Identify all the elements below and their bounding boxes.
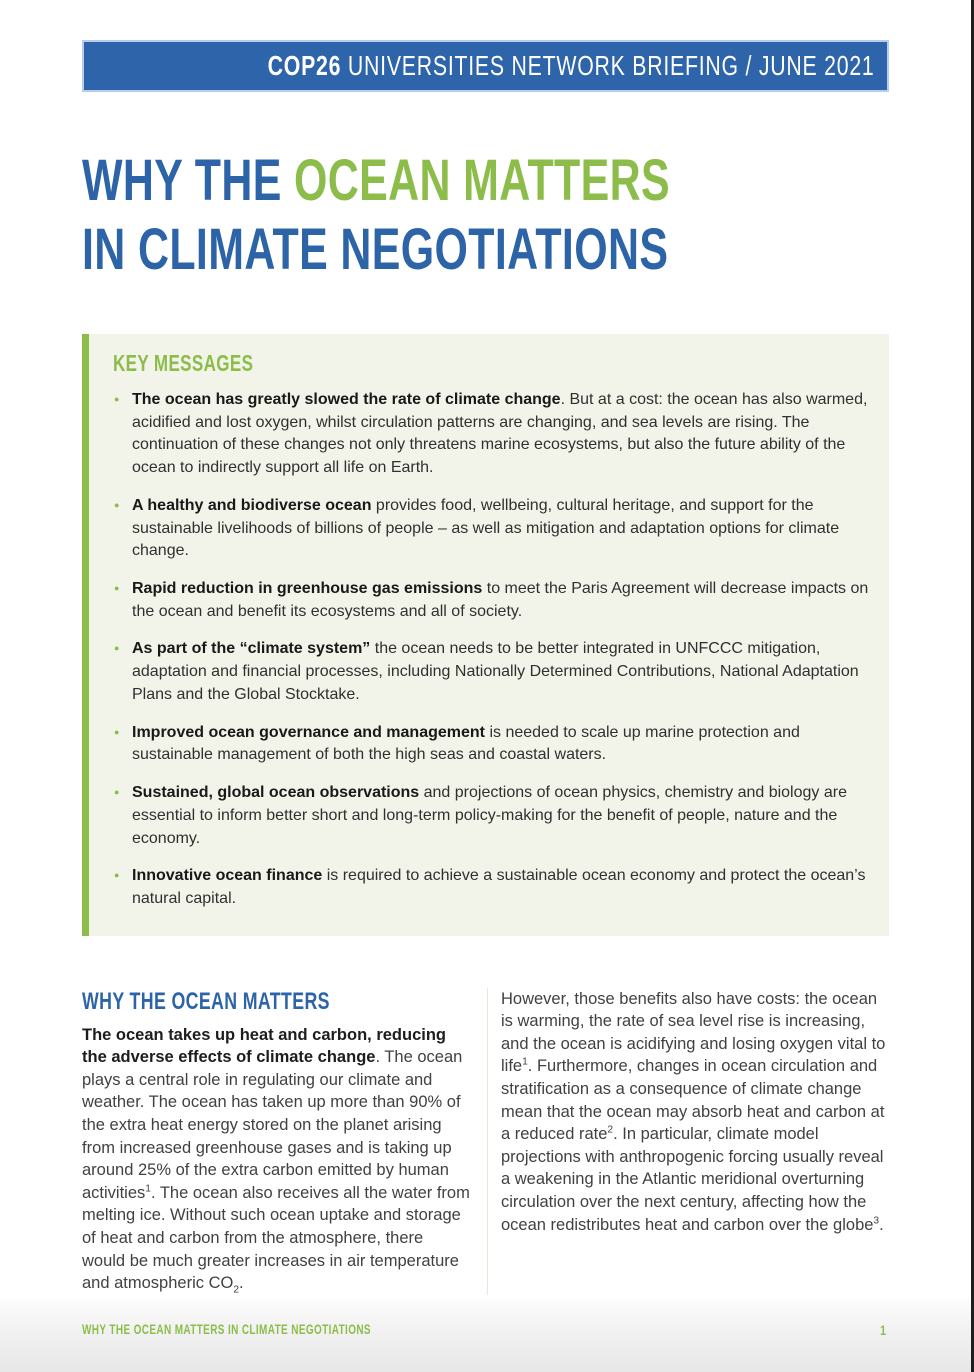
page-footer	[0, 1298, 971, 1372]
page-title-line2: IN CLIMATE NEGOTIATIONS	[82, 217, 669, 282]
section-left-column	[82, 988, 470, 1295]
why-ocean-matters-section	[82, 988, 889, 1295]
key-messages-box	[82, 334, 889, 936]
header-banner-text	[268, 50, 875, 82]
key-message-body: is needed to scale up marine protection and sustainable management of both the high seas and coastal waters.	[132, 723, 800, 764]
page-content	[0, 40, 971, 1372]
left-paragraph-text: .	[239, 1274, 244, 1293]
right-paragraph-text: . Furthermore, changes in ocean circulation and stratification as a consequence of climate change mean that the ocean may absorb heat and carbon at a reduced rate	[501, 1057, 885, 1144]
key-message-item	[113, 722, 869, 767]
banner-subtitle: UNIVERSITIES NETWORK BRIEFING / JUNE 2021	[341, 50, 875, 81]
title-line1-blue: WHY THE	[82, 148, 295, 213]
page-title-line1	[82, 146, 670, 215]
section-right-column	[487, 988, 889, 1295]
footnote-ref-1: 1	[522, 1056, 528, 1068]
footer-running-title	[82, 1322, 473, 1337]
key-message-body: to meet the Paris Agreement will decrease impacts on the ocean and benefit its ecosystems and all of society.	[132, 580, 869, 620]
key-message-item	[113, 865, 869, 910]
co2-subscript: 2	[233, 1284, 240, 1296]
key-message-item	[113, 495, 869, 563]
footer-page-number: 1	[880, 1322, 887, 1338]
section-heading-text: WHY THE OCEAN MATTERS	[82, 987, 330, 1015]
key-message-lead: Improved ocean governance and management	[132, 723, 485, 741]
left-paragraph-text: . The ocean plays a central role in regulating our climate and weather. The ocean has taken up more than 90% of the extra heat energy stored on the planet arising from increased greenhouse gases and is taking up around 25% of the extra carbon emitted by human activities	[82, 1048, 463, 1202]
section-left-paragraph	[82, 1024, 470, 1295]
right-paragraph-text: . In particular, climate model projections with anthropogenic forcing usually reveal a weakening in the Atlantic meridional overturning circulation over the next century, affecting how the ocean redistributes heat and carbon over the globe	[501, 1125, 884, 1234]
key-message-lead: As part of the “climate system”	[132, 640, 371, 658]
key-message-lead: A healthy and biodiverse ocean	[132, 496, 372, 514]
left-paragraph-text: . The ocean also receives all the water from melting ice. Without such ocean uptake and storage of heat and carbon from the atmosphere, there would be much greater increases in air temperature and atmospheric CO	[82, 1183, 470, 1293]
key-messages-list	[113, 389, 869, 911]
key-message-body: provides food, wellbeing, cultural heritage, and support for the sustainable livelihoods of billions of people – as well as mitigation and adaptation options for climate change.	[132, 496, 840, 560]
key-message-lead: The ocean has greatly slowed the rate of climate change	[132, 391, 561, 408]
key-message-item	[113, 638, 869, 706]
key-message-lead: Innovative ocean finance	[132, 867, 323, 885]
left-paragraph-lead: The ocean takes up heat and carbon, reducing the adverse effects of climate change	[82, 1025, 446, 1067]
section-heading	[82, 988, 470, 1016]
key-message-lead: Sustained, global ocean observations	[132, 784, 420, 802]
section-right-paragraph	[501, 988, 889, 1237]
footer-running-title-text: WHY THE OCEAN MATTERS IN CLIMATE NEGOTIATIONS	[82, 1322, 371, 1337]
right-paragraph-text: However, those benefits also have costs: the ocean is warming, the rate of sea level rise is increasing, and the ocean is acidifying and losing oxygen vital to life	[501, 989, 886, 1076]
key-message-body: and projections of ocean physics, chemistry and biology are essential to inform better short and long-term policy-making for the benefit of people, nature and the economy.	[132, 784, 847, 847]
key-message-body: the ocean needs to be better integrated in UNFCCC mitigation, adaptation and financial processes, including Nationally Determined Contributions, National Adaptation Plans and the Global Stocktake.	[132, 640, 859, 703]
key-message-item	[113, 389, 869, 480]
key-messages-heading	[113, 350, 869, 377]
key-message-item	[113, 578, 869, 623]
right-paragraph-text: .	[879, 1215, 884, 1234]
footnote-ref-3: 3	[873, 1215, 880, 1227]
key-message-body: . But at a cost: the ocean has also warmed, acidified and lost oxygen, whilst circulation patterns are changing, and sea levels are rising. The continuation of these changes not only threatens marine ecosystems, but also the future ability of the ocean to indirectly support all life on Earth.	[132, 391, 868, 477]
title-line1-green: OCEAN MATTERS	[294, 148, 670, 213]
key-message-lead: Rapid reduction in greenhouse gas emissions	[132, 580, 483, 598]
footnote-ref-2: 2	[607, 1124, 614, 1136]
key-message-item	[113, 782, 869, 850]
key-message-body: is required to achieve a sustainable ocean economy and protect the ocean’s natural capital.	[132, 867, 866, 907]
header-banner	[82, 40, 889, 92]
page-title	[82, 146, 889, 284]
footnote-ref-1: 1	[145, 1183, 151, 1195]
key-messages-heading-text: KEY MESSAGES	[113, 350, 254, 376]
banner-cop26-label: COP26	[268, 50, 342, 81]
